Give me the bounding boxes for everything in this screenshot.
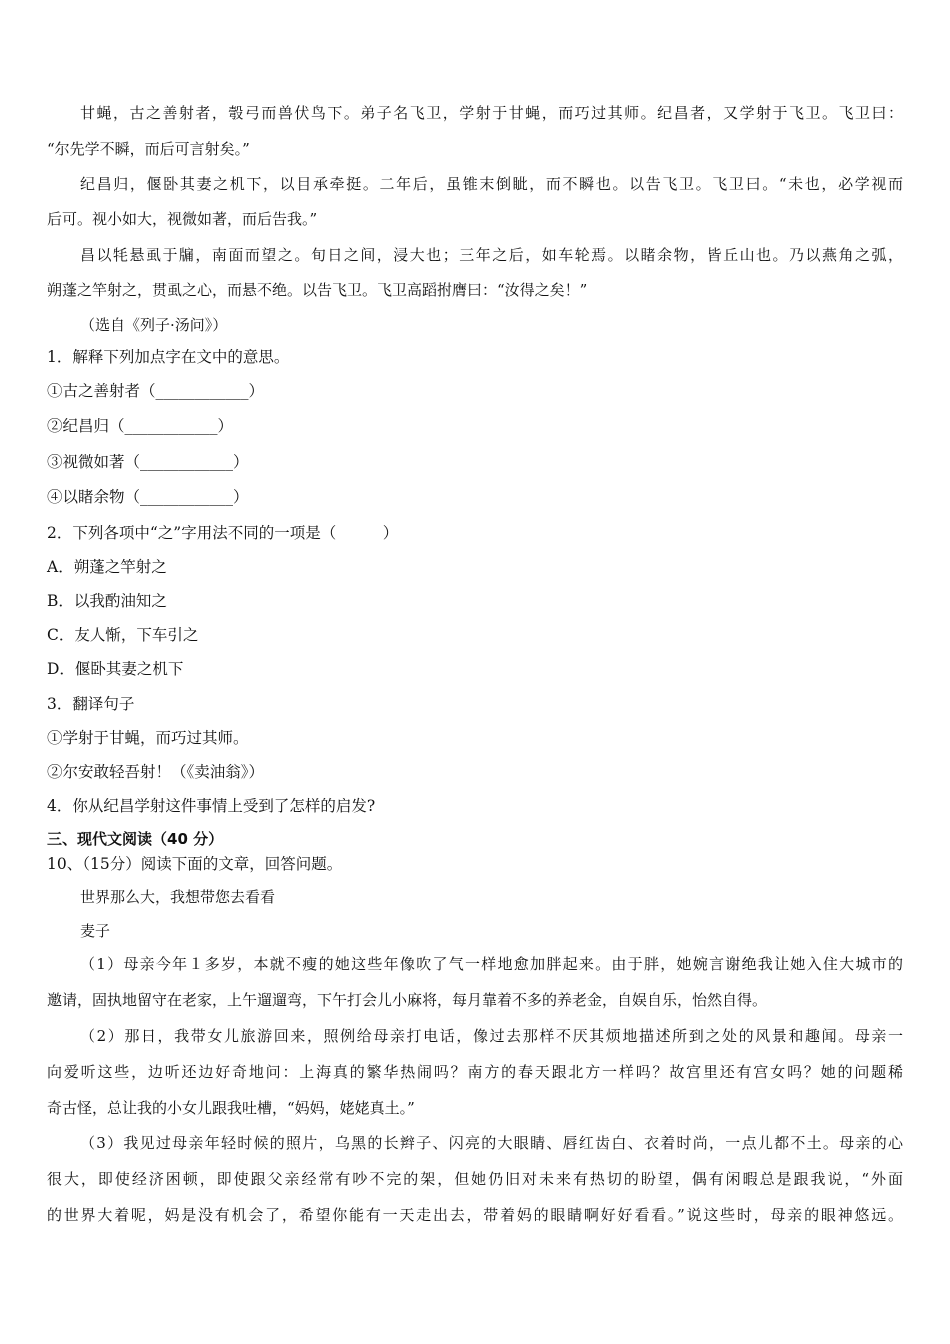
question-3: 3．翻译句子 — [47, 695, 135, 713]
passage-p1-line1: 甘蝇，古之善射者，彀弓而兽伏鸟下。弟子名飞卫，学射于甘蝇，而巧过其师。纪昌者，又学射于飞卫。飞卫曰： — [80, 104, 903, 122]
article-para1-line1: （1）母亲今年１多岁，本就不瘦的她这些年像吹了气一样地愈加胖起来。由于胖，她婉言谢绝我让她入住大城市的 — [80, 955, 903, 973]
question-2-option-d: D．偃卧其妻之机下 — [47, 660, 184, 678]
article-para2-line1: （2）那日，我带女儿旅游回来，照例给母亲打电话，像过去那样不厌其烦地描述所到之处的风景和趣闻。母亲一 — [80, 1027, 903, 1045]
section-3-heading: 三、现代文阅读（40 分） — [47, 830, 224, 848]
question-2-option-a: A．朔蓬之竿射之 — [47, 558, 167, 576]
article-para3-line3: 的世界大着呢，妈是没有机会了，希望你能有一天走出去，带着妈的眼睛啊好好看看。”说这些时，母亲的眼神悠远。 — [47, 1206, 903, 1224]
question-2-option-b: B．以我酌油知之 — [47, 592, 167, 610]
question-10: 10、（15分）阅读下面的文章，回答问题。 — [47, 855, 343, 873]
passage-p3-line1: 昌以牦悬虱于牖，南面而望之。旬日之间，浸大也；三年之后，如车轮焉。以睹余物，皆丘山也。乃以燕角之弧， — [80, 246, 903, 264]
article-author: 麦子 — [80, 922, 111, 940]
question-2-option-c: C．友人惭，下车引之 — [47, 626, 199, 644]
question-3-item-1: ①学射于甘蝇，而巧过其师。 — [47, 729, 249, 747]
question-1: 1．解释下列加点字在文中的意思。 — [47, 348, 290, 366]
passage-p1-line2: “尔先学不瞬，而后可言射矣。” — [47, 140, 250, 158]
question-1-item-2: ②纪昌归（____________） — [47, 417, 234, 435]
question-1-item-4: ④以睹余物（____________） — [47, 488, 249, 506]
article-para2-line3: 奇古怪，总让我的小女儿跟我吐槽，“妈妈，姥姥真土。” — [47, 1099, 415, 1117]
passage-p2-line2: 后可。视小如大，视微如著，而后告我。” — [47, 210, 318, 228]
passage-p3-line2: 朔蓬之竿射之，贯虱之心，而悬不绝。以告飞卫。飞卫高蹈拊膺曰：“汝得之矣！” — [47, 281, 588, 299]
question-1-item-1: ①古之善射者（____________） — [47, 382, 265, 400]
article-para1-line2: 邀请，固执地留守在老家，上午遛遛弯，下午打会儿小麻将，每月靠着不多的养老金，自娱自乐，怡然自得。 — [47, 991, 768, 1009]
passage-p2-line1: 纪昌归，偃卧其妻之机下，以目承牵挺。二年后，虽锥末倒眦，而不瞬也。以告飞卫。飞卫曰。“未也，必学视而 — [80, 175, 903, 193]
article-para3-line1: （3）我见过母亲年轻时候的照片，乌黑的长辫子、闪亮的大眼睛、唇红齿白、衣着时尚，一点儿都不土。母亲的心 — [80, 1134, 903, 1152]
passage-source: （选自《列子·汤问》） — [80, 316, 228, 334]
question-3-item-2: ②尔安敢轻吾射！（《卖油翁》） — [47, 763, 265, 781]
question-1-item-3: ③视微如著（____________） — [47, 453, 249, 471]
question-2: 2．下列各项中“之”字用法不同的一项是（ ） — [47, 524, 399, 542]
question-4: 4．你从纪昌学射这件事情上受到了怎样的启发? — [47, 797, 376, 815]
article-para3-line2: 很大，即使经济困顿，即使跟父亲经常有吵不完的架，但她仍旧对未来有热切的盼望，偶有闲暇总是跟我说，“外面 — [47, 1170, 903, 1188]
article-para2-line2: 向爱听这些，边听还边好奇地问：上海真的繁华热闹吗？南方的春天跟北方一样吗？故宫里还有宫女吗？她的问题稀 — [47, 1063, 903, 1081]
article-title: 世界那么大，我想带您去看看 — [80, 888, 276, 906]
